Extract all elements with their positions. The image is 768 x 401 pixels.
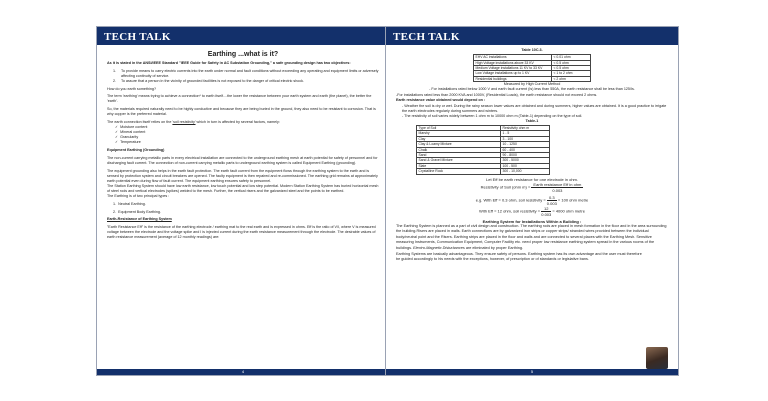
resistance-table: [473, 54, 591, 82]
formula: [396, 182, 668, 193]
page-footer: [386, 369, 678, 375]
term-paragraph: The term 'earthing' means trying to achieve a connection* to earth itself....the lower the resistance between your earth system and earth (the planet), the better the 'earth'.: [107, 94, 372, 104]
example-fraction: [547, 195, 557, 206]
section-paragraph: The Station Earthing System should have low earth resistance, low touch potential and low step potential. Modern Station Earthing System has buried horizontal mesh of steel rods and vertical electrodes (spikes) welded to the mesh. Further, the vertical risers and the galvanized steel and the points to be earthed.: [107, 184, 379, 194]
section-paragraph: "Earth Resistance Eff" is the resistance of the earthing electrode / earthing mat to the real earth and is expressed in ohms. Eff is the ratio of V/I, where V is measured voltage between the electrode and the voltage spike and I is injected current during the earth resistance measurement through the electrode. The desirable values of earth resistance measurement (average of 12 monthly readings) are:: [107, 224, 376, 240]
table-title: Table 10C.3.: [521, 48, 543, 52]
table-cell: 300 - 5000: [501, 158, 550, 163]
table-cell: Sand & Gravel Mixture: [417, 158, 501, 163]
section-paragraph: The equipment grounding also helps in the earth fault protection. The earth fault current from the equipment flows through the earthing system to the earth and is sensed by protection system and circuit breakers are opened. The faulty equipment is then repaired and re-commissioned. The earthing grid remains at approximately earth potential even during flow of fault current. The equipment earthing ensures safety to personnel.: [107, 168, 378, 183]
section-heading: Earthing System for Installations Within a Building :: [482, 218, 582, 224]
type-number: 1.: [113, 201, 117, 206]
table-cell: Low Voltage installations up to 1 KV: [474, 71, 552, 76]
table-cell: 10 - 1250: [501, 142, 550, 147]
example-fraction: [541, 206, 551, 217]
example-lhs: e.g. With Eff = 0.3 ohm, soil resistivity =: [475, 197, 546, 203]
table-cell: < 0.01 ohm: [552, 55, 591, 60]
formula-denominator: 0.003: [552, 187, 563, 193]
formula-intro: Let Eff be earth resistance for one electrode in ohm.: [486, 176, 578, 182]
materials-paragraph: So, the materials required naturally need to be highly conductive and because they are being buried in the ground, they also need to be resistant to corrosion. That is why copper is the preferred material.: [107, 107, 376, 117]
table-cell: < 0.5 ohm: [552, 65, 591, 70]
objective-item: [107, 69, 379, 79]
building-paragraph: Earthing Systems are basically advantageous. They ensure safety of persons. Earthing system has its own advantage and the user must therefore be guided accordingly to his needs with the exceptions, however, of prescription or of standards or legislative bans.: [396, 251, 642, 262]
page-number: 5: [530, 369, 534, 374]
residential-note: -For installations rated less than 2000 KVA and 1000V, (Residential Loads), the earth resistance should not exceed 2 ohms.: [396, 93, 598, 98]
page-header: TECH TALK: [386, 27, 678, 45]
table-cell: 300 - 10,000: [501, 169, 550, 174]
soil-resistivity-term: 'soil resistivity': [172, 119, 196, 124]
example-lhs: With Eff = 12 ohm, soil resistivity =: [479, 208, 541, 214]
objective-number: 1.: [113, 68, 117, 73]
type-item: [107, 210, 379, 215]
table-cell: Clay: [417, 136, 501, 141]
table-cell: < 1 to 2 ohm: [552, 71, 591, 76]
building-paragraph: [396, 224, 668, 252]
section-paragraph: The non-current carrying metallic parts in every electrical installation are connected to the underground earthing mesh at earth potential for safety of personnel and for discharging fault current. The connection of non-current carrying metallic parts to underground earthing system is called Equipment Earthing (grounding).: [107, 155, 378, 166]
factor-label: Temperature: [120, 140, 141, 145]
page-content: [97, 45, 389, 240]
example-numerator: 12: [541, 206, 551, 212]
table-note: Measured by High Current Method: [503, 82, 561, 87]
objective-item: [107, 79, 379, 84]
factor-item: ✓ Moisture content: [115, 124, 148, 129]
example-result: = 4000 ohm metre: [552, 208, 585, 214]
table-row: [417, 169, 550, 174]
conn-suffix: which in turn is affected by several factors, namely:: [195, 119, 280, 124]
table-cell: Sand: [417, 152, 501, 157]
type-label: Equipment Body Earthing.: [118, 209, 161, 214]
table-row: [474, 76, 591, 81]
formula-fraction: [531, 182, 583, 193]
factor-label: Mineral content: [120, 130, 146, 134]
table-cell: Resistivity ohm m: [501, 125, 550, 130]
building-text: The Earthing System is planned as a part of civil design and construction. The earthing rods are placed in mesh formation in the floor and in the area surrounding the building.Risers are placed in walls. Earth connections are by galvanized iron strips or copper strips/ stranded wires provided between the individual body/neutral point and the Risers. Earthing strips are placed in the floor and walls and are connected to several places with the Earthing Mesh. Sensitive measuring Instruments, Communication Equipment, Computer Facility etc. need proper low resistance earthing system spread in the various rooms of the buildings.: [396, 223, 667, 250]
table-cell: High Voltage installations above 33 KV: [474, 60, 552, 65]
factor-label: Moisture content: [120, 124, 148, 129]
table-cell: 1 - 5: [501, 131, 550, 136]
building-emphasis: Electro-Magnetic Disturbances: [413, 246, 465, 250]
factor-item: ✓ Mineral content: [115, 130, 146, 134]
factor-item: ✓ Temperature: [115, 140, 141, 145]
formula-numerator: Earth resistance Eff in ohm: [533, 181, 582, 187]
page-right: [385, 26, 679, 376]
table-cell: Marshy: [417, 131, 501, 136]
table-cell: Medium Voltage installations 11 KV to 33 KV: [474, 65, 552, 70]
type-number: 2.: [113, 209, 117, 214]
table-cell: < 0.5 ohm: [552, 60, 591, 65]
objective-text: To assure that a person in the vicinity of grounded facilities is not exposed to the danger of critical electric shock.: [121, 78, 305, 83]
table-cell: 3 - 100: [501, 136, 550, 141]
table-cell: EHV AC installations: [474, 55, 552, 60]
conn-prefix: The earth connection itself relies on the: [107, 119, 173, 124]
factor-item: ✓ Granularity: [115, 135, 139, 140]
fault-note: - For installations rated below 1000 V and earth fault current (Is) less than 550A, the earth resistance shall be less than 125/Is.: [429, 87, 635, 92]
formula-lhs: Resistivity of Soil (ohm m) =: [480, 184, 531, 190]
table-cell: Crystalline Rock: [417, 169, 501, 174]
building-text-end: are eliminated by proper Earthing.: [464, 246, 524, 250]
depends-item: - The resistivity of soil varies widely between 1 ohm m to 10000 ohm m (Table-1) depending on the type of soil.: [402, 113, 583, 118]
article-title: Earthing ...what is it?: [207, 51, 279, 58]
depends-item: - Weather the soil is dry or wet. During the rainy season lower values are obtained and during summers, higher values are obtained. It is a good practice to irrigate the earth electrodes regularly during summers and winters.: [402, 103, 667, 113]
table-cell: Chalk: [417, 147, 501, 152]
example-denominator: 0.003: [546, 200, 557, 206]
page-content: [386, 45, 678, 263]
page-left: [96, 26, 390, 376]
objective-number: 2.: [113, 78, 117, 83]
table-cell: Slate: [417, 163, 501, 168]
page-number: 4: [241, 369, 245, 374]
depends-heading: Earth resistance value obtained would depend on :: [396, 98, 486, 103]
table-cell: Residential buildings: [474, 76, 552, 81]
page-footer: [97, 369, 389, 375]
page-header: TECH TALK: [97, 27, 389, 45]
table-cell: Clay & Loamy Mixture: [417, 142, 501, 147]
table-cell: 100 - 500: [501, 163, 550, 168]
table-cell: Type of Soil: [417, 125, 501, 130]
example-denominator: 0.003: [541, 211, 552, 217]
factor-label: Granularity: [120, 135, 139, 140]
type-label: Neutral Earthing.: [118, 201, 146, 206]
example-result: = 100 ohm metre: [557, 197, 589, 203]
type-item: [107, 202, 379, 207]
objective-text: To provide means to carry electric currents into the earth under normal and fault conditions without exceeding any operating and equipment limits or adversely affecting continuity of service.: [121, 68, 379, 78]
how-question: How do you earth something?: [107, 86, 156, 91]
intro-paragraph: As it is stated in the ANSI/IEEE Standard "IEEE Guide for Safety in AC Substation Grounding," a safe grounding design has two objectives:: [107, 61, 351, 65]
section-heading: Earth-Resistance of Earthing System: [107, 217, 172, 222]
section-heading: Equipment Earthing (Grounding): [107, 148, 165, 153]
table-title: Table-1: [525, 118, 539, 123]
table-cell: < 2 ohm: [552, 76, 591, 81]
table-cell: 60 - 400: [501, 147, 550, 152]
author-photo: [646, 347, 668, 369]
soil-resistivity-table: [416, 125, 550, 175]
section-paragraph: The Earthing is of two principal types :: [107, 194, 170, 199]
example-numerator: 0.3: [547, 195, 557, 201]
example-2: [396, 206, 668, 217]
table-cell: 90 - 8000: [501, 152, 550, 157]
example-1: [396, 195, 668, 206]
